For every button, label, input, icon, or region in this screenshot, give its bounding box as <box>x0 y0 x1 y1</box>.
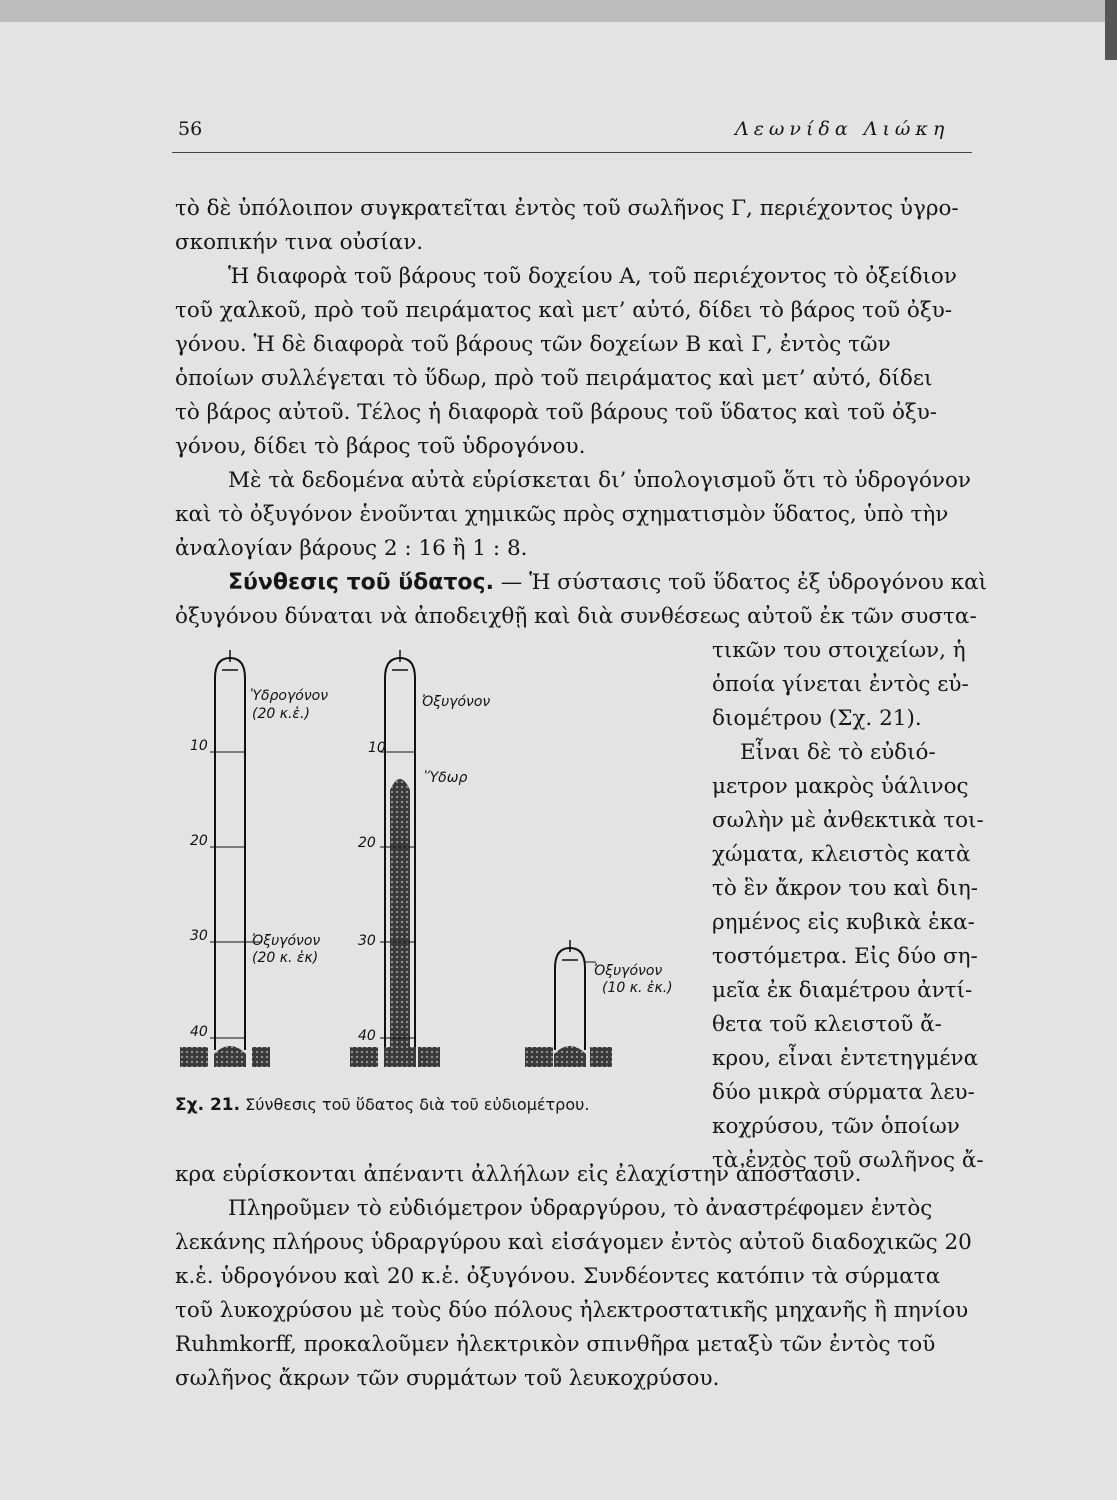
text-line: σκοπικήν τινα οὐσίαν. <box>175 230 424 255</box>
text-line: Πληροῦμεν τὸ εὐδιόμετρον ὑδραργύρου, τὸ ἀναστρέφομεν ἐντὸς <box>228 1196 933 1221</box>
tube1-oxygen-volume: (20 κ. ἑκ) <box>252 950 319 966</box>
side-text-line: μετρον μακρὸς ὑάλινος <box>712 774 969 799</box>
figure-caption <box>175 1095 589 1115</box>
tube1-tick: 10 <box>190 738 208 754</box>
side-text-line: χώματα, κλειστὸς κατὰ <box>712 842 971 867</box>
text-line: τὸ βάρος αὐτοῦ. Τέλος ἡ διαφορὰ τοῦ βάρους τοῦ ὕδατος καὶ τοῦ ὀξυ- <box>175 400 938 425</box>
side-text-line: κρου, εἶναι ἐντετηγμένα <box>712 1046 979 1071</box>
tube1-oxygen-label: Ὀξυγόνον <box>252 933 321 949</box>
side-text-line: Εἶναι δὲ τὸ εὐδιό- <box>740 740 936 765</box>
text-line: γόνου. Ἡ δὲ διαφορὰ τοῦ βάρους τῶν δοχείων Β καὶ Γ, ἐντὸς τῶν <box>175 332 891 357</box>
side-text-line: μεῖα ἐκ διαμέτρου ἀντί- <box>712 978 973 1003</box>
tube1-hydrogen-volume: (20 κ.ἑ.) <box>252 706 310 722</box>
section-heading: Σύνθεσις τοῦ ὕδατος. <box>228 570 494 595</box>
tube3-oxygen-volume: (10 κ. ἑκ.) <box>602 980 673 996</box>
tube1-hydrogen-label: Ὑδρογόνον <box>250 688 329 704</box>
tube2-tick: 40 <box>358 1028 376 1044</box>
text-line: τὸ δὲ ὑπόλοιπον συγκρατεῖται ἐντὸς τοῦ σωλῆνος Γ, περιέχοντος ὑγρο- <box>175 196 959 221</box>
side-text-line: τικῶν του στοιχείων, ἡ <box>712 638 966 663</box>
side-text-line: σωλὴν μὲ ἀνθεκτικὰ τοι- <box>712 808 984 833</box>
text-line: καὶ τὸ ὀξυγόνον ἑνοῦνται χημικῶς πρὸς σχηματισμὸν ὕδατος, ὑπὸ τὴν <box>175 502 949 527</box>
caption-text: Σύνθεσις τοῦ ὕδατος διὰ τοῦ εὐδιομέτρου. <box>245 1095 590 1114</box>
text-line: κ.ἑ. ὑδρογόνου καὶ 20 κ.ἑ. ὀξυγόνου. Συνδέοντες κατόπιν τὰ σύρματα <box>175 1264 941 1289</box>
eudiometer-figure <box>180 650 700 1090</box>
text-line: ὀξυγόνου δύναται νὰ ἀποδειχθῇ καὶ διὰ συνθέσεως αὐτοῦ ἐκ τῶν συστα- <box>175 604 977 629</box>
tube2-oxygen-label: Ὀξυγόνον <box>422 694 491 710</box>
tube1-tick: 20 <box>190 833 208 849</box>
text-line: γόνου, δίδει τὸ βάρος τοῦ ὑδρογόνου. <box>175 434 586 459</box>
text-line: τοῦ λυκοχρύσου μὲ τοὺς δύο πόλους ἠλεκτροστατικῆς μηχανῆς ἢ πηνίου <box>175 1298 969 1323</box>
text-line: ἀναλογίαν βάρους 2 : 16 ἢ 1 : 8. <box>175 536 528 561</box>
text-line: κρα εὑρίσκονται ἀπέναντι ἀλλήλων εἰς ἐλαχίστην ἀπόστασιν. <box>175 1162 862 1187</box>
text-line: λεκάνης πλήρους ὑδραργύρου καὶ εἰσάγομεν ἐντὸς αὐτοῦ διαδοχικῶς 20 <box>175 1230 972 1255</box>
tube2-tick: 30 <box>358 933 376 949</box>
side-text-line: θετα τοῦ κλειστοῦ ἄ- <box>712 1012 942 1037</box>
side-text-line: τὰ ἐντὸς τοῦ σωλῆνος ἄ- <box>712 1148 984 1173</box>
side-text-line: κοχρύσου, τῶν ὁποίων <box>712 1114 960 1139</box>
text-line: Ruhmkorff, προκαλοῦμεν ἠλεκτρικὸν σπινθῆρα μεταξὺ τῶν ἐντὸς τοῦ <box>175 1332 936 1357</box>
section-intro-text: — Ἡ σύστασις τοῦ ὕδατος ἐξ ὑδρογόνου καὶ <box>500 570 988 595</box>
running-head: Λεωνίδα Λιώκη <box>735 118 950 140</box>
section-first-line <box>228 566 987 600</box>
page-top-edge <box>0 0 1117 22</box>
text-line: Μὲ τὰ δεδομένα αὐτὰ εὑρίσκεται δι’ ὑπολογισμοῦ ὅτι τὸ ὑδρογόνον <box>228 468 971 493</box>
text-line: ὁποίων συλλέγεται τὸ ὕδωρ, πρὸ τοῦ πειράματος καὶ μετ’ αὐτό, δίδει <box>175 366 933 391</box>
header-rule <box>172 152 972 153</box>
tube2-water-label: Ὕδωρ <box>424 770 468 786</box>
tube1-tick: 40 <box>190 1024 208 1040</box>
tube1-tick: 30 <box>190 928 208 944</box>
side-text-line: δύο μικρὰ σύρματα λευ- <box>712 1080 975 1105</box>
side-text-line: ρημένος εἰς κυβικὰ ἑκα- <box>712 910 975 935</box>
page-right-edge <box>1105 0 1117 60</box>
side-text-line: διομέτρου (Σχ. 21). <box>712 706 922 731</box>
side-text-line: τοστόμετρα. Εἰς δύο ση- <box>712 944 978 969</box>
caption-number: Σχ. 21. <box>175 1095 241 1115</box>
text-line: σωλῆνος ἄκρων τῶν συρμάτων τοῦ λευκοχρύσου. <box>175 1366 720 1391</box>
side-text-line: ὁποία γίνεται ἐντὸς εὐ- <box>712 672 969 697</box>
side-text-line: τὸ ἓν ἄκρον του καὶ διη- <box>712 876 979 901</box>
text-line: Ἡ διαφορὰ τοῦ βάρους τοῦ δοχείου Α, τοῦ περιέχοντος τὸ ὀξείδιον <box>228 264 957 289</box>
tube2-tick: 20 <box>358 835 376 851</box>
tube3-oxygen-label: Ὀξυγόνον <box>594 963 663 979</box>
eudiometer-tube-3 <box>525 940 612 1067</box>
page-number: 56 <box>178 118 203 140</box>
eudiometer-tube-2 <box>350 650 440 1067</box>
tube2-tick: 10 <box>368 740 386 756</box>
text-line: τοῦ χαλκοῦ, πρὸ τοῦ πειράματος καὶ μετ’ αὐτό, δίδει τὸ βάρος τοῦ ὀξυ- <box>175 298 953 323</box>
